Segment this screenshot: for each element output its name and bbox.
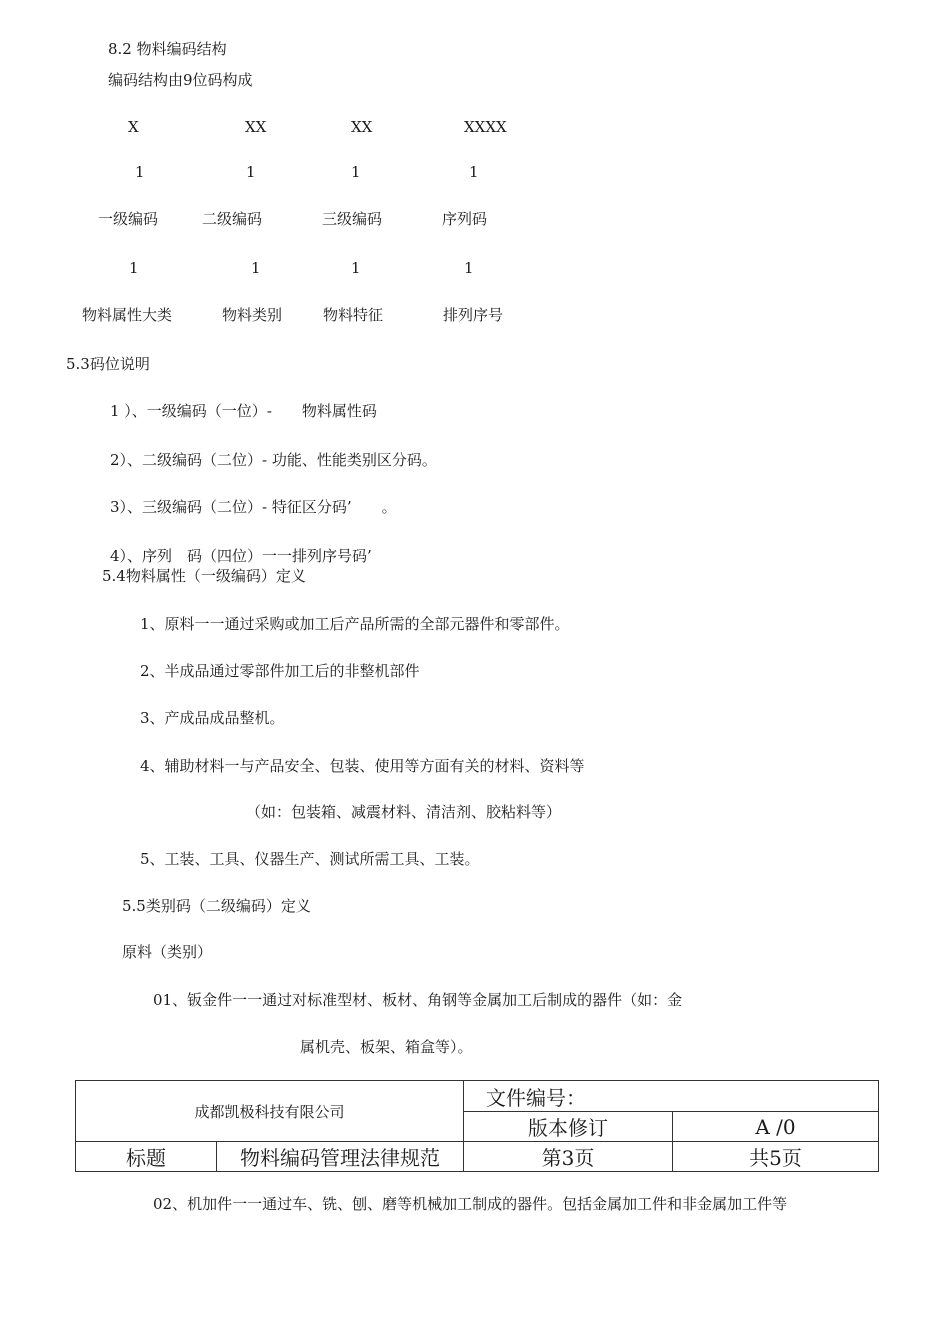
level-3-label: 三级编码 xyxy=(322,210,383,228)
level-2-label: 二级编码 xyxy=(202,210,263,228)
section-55-item-01-cont: 属机壳、板架、箱盒等）。 xyxy=(300,1038,473,1056)
document-number-label: 文件编号： xyxy=(464,1081,879,1112)
document-title: 物料编码管理法律规范 xyxy=(217,1142,464,1172)
marker-8: 1 xyxy=(464,259,474,277)
section-54-item-3: 3、产成品成品整机。 xyxy=(140,709,285,727)
page-number: 第3页 xyxy=(464,1142,673,1172)
section-55-item-02: 02、机加件一一通过车、铣、刨、磨等机械加工制成的器件。包括金属加工件和非金属加工件等 xyxy=(153,1195,788,1213)
company-name: 成都凯极科技有限公司 xyxy=(76,1081,464,1142)
meaning-4: 排列序号 xyxy=(443,306,504,324)
section-54-item-1: 1、原料一一通过采购或加工后产品所需的全部元器件和零部件。 xyxy=(140,615,570,633)
marker-4: 1 xyxy=(469,163,479,181)
section-54-item-4-examples: （如：包装箱、减震材料、清洁剂、胶粘料等） xyxy=(246,803,562,821)
section-54-item-4: 4、辅助材料一与产品安全、包装、使用等方面有关的材料、资料等 xyxy=(140,757,585,775)
segment-1: X xyxy=(128,118,139,136)
marker-6: 1 xyxy=(251,259,261,277)
section-54-item-5: 5、工装、工具、仪器生产、测试所需工具、工装。 xyxy=(140,850,480,868)
section-53-item-1: 1 ）、一级编码（一位）- 物料属性码 xyxy=(110,402,377,420)
section-53-title: 5.3码位说明 xyxy=(66,355,150,373)
section-53-item-4: 4）、序列 码（四位）一一排列序号码’ xyxy=(110,547,372,565)
marker-2: 1 xyxy=(246,163,256,181)
segment-4: XXXX xyxy=(464,118,507,136)
section-55-title: 5.5类别码（二级编码）定义 xyxy=(122,897,311,915)
title-label: 标题 xyxy=(76,1142,217,1172)
meaning-1: 物料属性大类 xyxy=(82,306,173,324)
marker-1: 1 xyxy=(135,163,145,181)
section-55-item-01: 01、钣金件一一通过对标准型材、板材、角钢等金属加工后制成的器件（如：金 xyxy=(153,991,683,1009)
section-54-item-2: 2、半成品通过零部件加工后的非整机部件 xyxy=(140,662,420,680)
meaning-3: 物料特征 xyxy=(323,306,384,324)
revision-label: 版本修订 xyxy=(464,1112,673,1142)
meaning-2: 物料类别 xyxy=(222,306,283,324)
section-82-title: 8.2 物料编码结构 xyxy=(108,40,227,58)
level-1-label: 一级编码 xyxy=(98,210,159,228)
document-footer-table xyxy=(75,1080,879,1172)
section-55-subheading: 原料（类别） xyxy=(122,943,213,961)
section-53-item-2: 2）、二级编码（二位）- 功能、性能类别区分码。 xyxy=(110,451,437,469)
segment-2: XX xyxy=(245,118,267,136)
section-54-title: 5.4物料属性（一级编码）定义 xyxy=(102,567,306,585)
section-53-item-3: 3）、三级编码（二位）- 特征区分码’ 。 xyxy=(110,498,397,516)
total-pages: 共5页 xyxy=(673,1142,879,1172)
marker-3: 1 xyxy=(351,163,361,181)
segment-3: XX xyxy=(351,118,373,136)
level-4-label: 序列码 xyxy=(442,210,488,228)
revision-value: A /0 xyxy=(673,1112,879,1142)
marker-5: 1 xyxy=(129,259,139,277)
section-82-subtitle: 编码结构由9位码构成 xyxy=(108,71,253,89)
marker-7: 1 xyxy=(351,259,361,277)
